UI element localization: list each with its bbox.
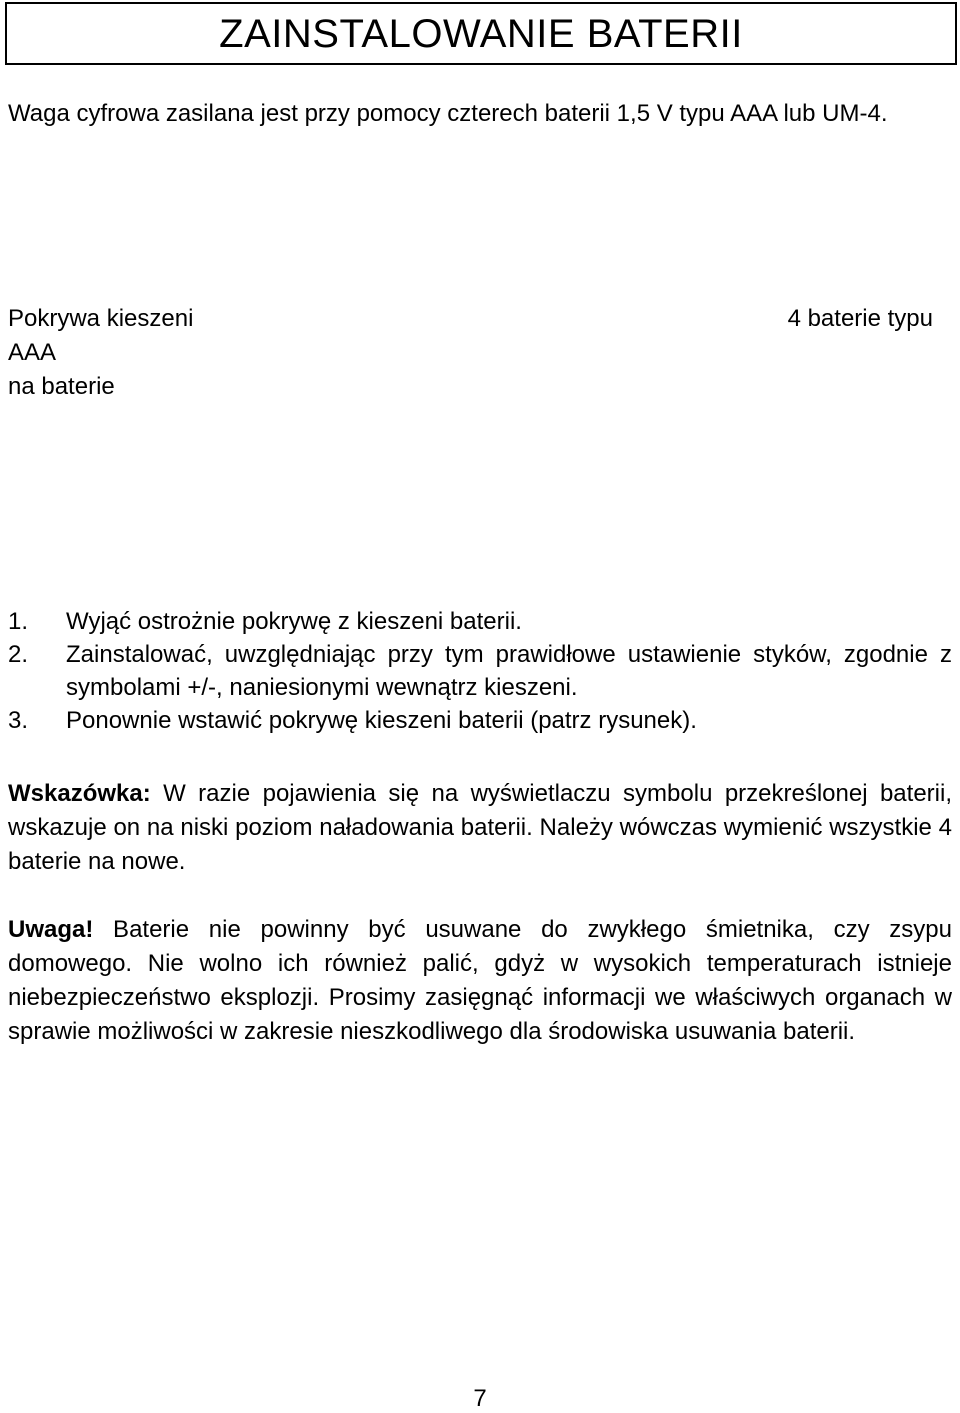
hint-text: W razie pojawienia się na wyświetlaczu symbolu przekreślonej baterii, wskazuje on na niski poziom naładowania baterii. Należy wówczas wymienić wszystkie 4 baterie na nowe. xyxy=(8,780,952,875)
page-title: ZAINSTALOWANIE BATERII xyxy=(219,11,743,56)
step-number: 3. xyxy=(8,707,29,734)
hint-label: Wskazówka: xyxy=(8,780,151,807)
step-text: Ponownie wstawić pokrywę kieszeni baterii (patrz rysunek). xyxy=(66,707,697,734)
step-item xyxy=(8,704,952,737)
intro-paragraph: Waga cyfrowa zasilana jest przy pomocy czterech baterii 1,5 V typu AAA lub UM-4. xyxy=(8,100,888,127)
step-number: 1. xyxy=(8,608,29,635)
figure-label-batteries: 4 baterie typu xyxy=(787,305,933,332)
step-item xyxy=(8,638,952,704)
figure-label-cover-line3: na baterie xyxy=(8,373,115,400)
warning-label: Uwaga! xyxy=(8,916,94,943)
figure-label-cover-line1: Pokrywa kieszeni xyxy=(8,305,194,332)
figure-placeholder xyxy=(8,410,952,590)
page-number: 7 xyxy=(473,1385,487,1412)
step-number: 2. xyxy=(8,641,29,668)
step-text: Zainstalować, uwzględniając przy tym prawidłowe ustawienie styków, zgodnie z symbolami +/-, naniesionymi wewnątrz kieszeni. xyxy=(66,641,952,701)
instruction-steps xyxy=(8,605,952,737)
figure-label-cover xyxy=(8,302,193,404)
hint-paragraph xyxy=(8,777,952,879)
warning-paragraph xyxy=(8,913,952,1049)
step-text: Wyjąć ostrożnie pokrywę z kieszeni baterii. xyxy=(66,608,522,635)
step-item xyxy=(8,605,952,638)
title-box xyxy=(5,2,957,65)
warning-text: Baterie nie powinny być usuwane do zwykłego śmietnika, czy zsypu domowego. Nie wolno ich również palić, gdyż w wysokich temperaturach istnieje niebezpieczeństwo eksplozji. Prosimy zasięgnąć informacji we właściwych organach w sprawie możliwości w zakresie nieszkodliwego dla środowiska usuwania baterii. xyxy=(8,916,952,1045)
figure-label-cover-line2: AAA xyxy=(8,339,57,366)
